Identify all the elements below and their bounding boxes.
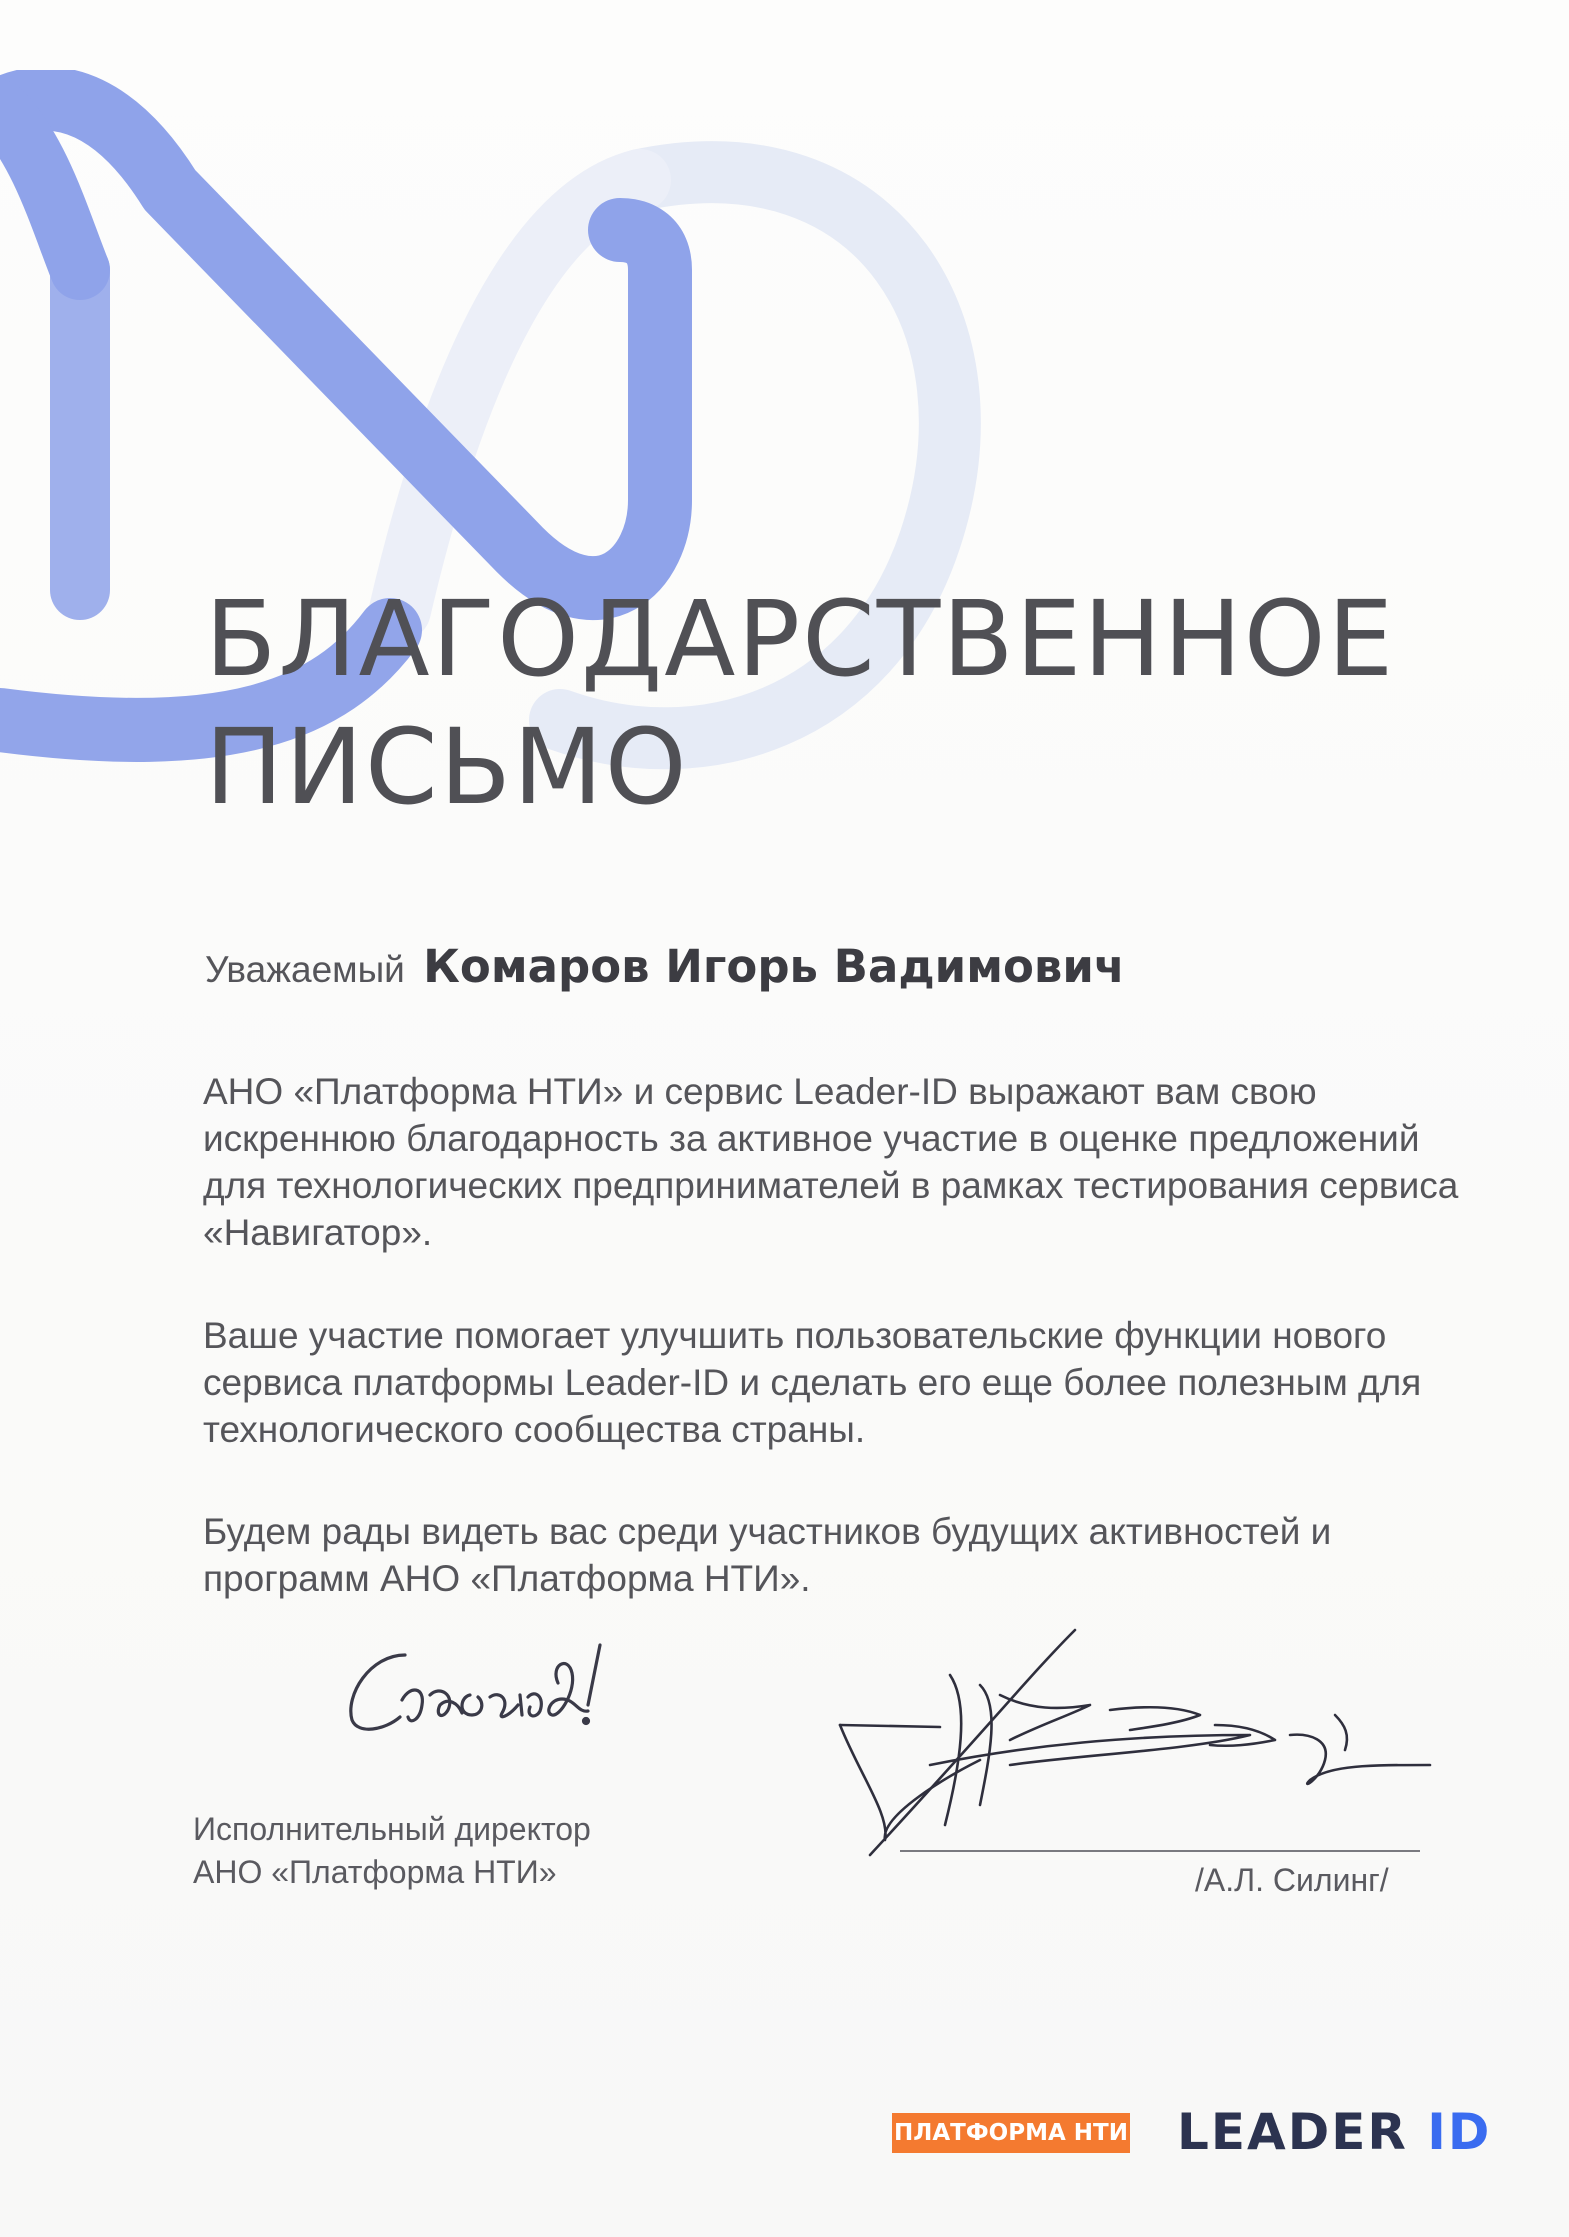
paragraph-1: АНО «Платформа НТИ» и сервис Leader-ID выражают вам свою искреннюю благодарность за активное участие в оценке предложений для технологических предпринимателей в рамках тестирования сервиса «Навигатор». — [203, 1071, 1459, 1253]
signature-line — [900, 1850, 1420, 1852]
signer-position-line-2: АНО «Платформа НТИ» — [193, 1854, 557, 1890]
greeting-word: Уважаемый — [205, 949, 405, 990]
platforma-nti-logo: ПЛАТФОРМА НТИ — [892, 2113, 1130, 2153]
letter-title — [205, 575, 1395, 831]
leader-id-logo — [1177, 2102, 1491, 2162]
signer-position-line-1: Исполнительный директор — [193, 1811, 591, 1847]
title-line-1: БЛАГОДАРСТВЕННОЕ — [205, 578, 1396, 700]
signer-position — [193, 1808, 591, 1894]
handwritten-thanks-note — [330, 1625, 730, 1755]
signer-name: /А.Л. Силинг/ — [1195, 1862, 1389, 1898]
title-line-2: ПИСЬМО — [205, 706, 689, 828]
director-signature — [830, 1615, 1480, 1895]
greeting — [205, 940, 1125, 993]
leader-logo-id: ID — [1427, 2103, 1492, 2161]
leader-logo-word: LEADER — [1177, 2103, 1408, 2161]
paragraph-3: Будем рады видеть вас среди участников будущих активностей и программ АНО «Платформа НТИ». — [203, 1511, 1332, 1599]
paragraph-2: Ваше участие помогает улучшить пользовательские функции нового сервиса платформы Leader-ID и сделать его еще более полезным для технологического сообщества страны. — [203, 1315, 1422, 1450]
recipient-name: Комаров Игорь Вадимович — [423, 940, 1125, 993]
